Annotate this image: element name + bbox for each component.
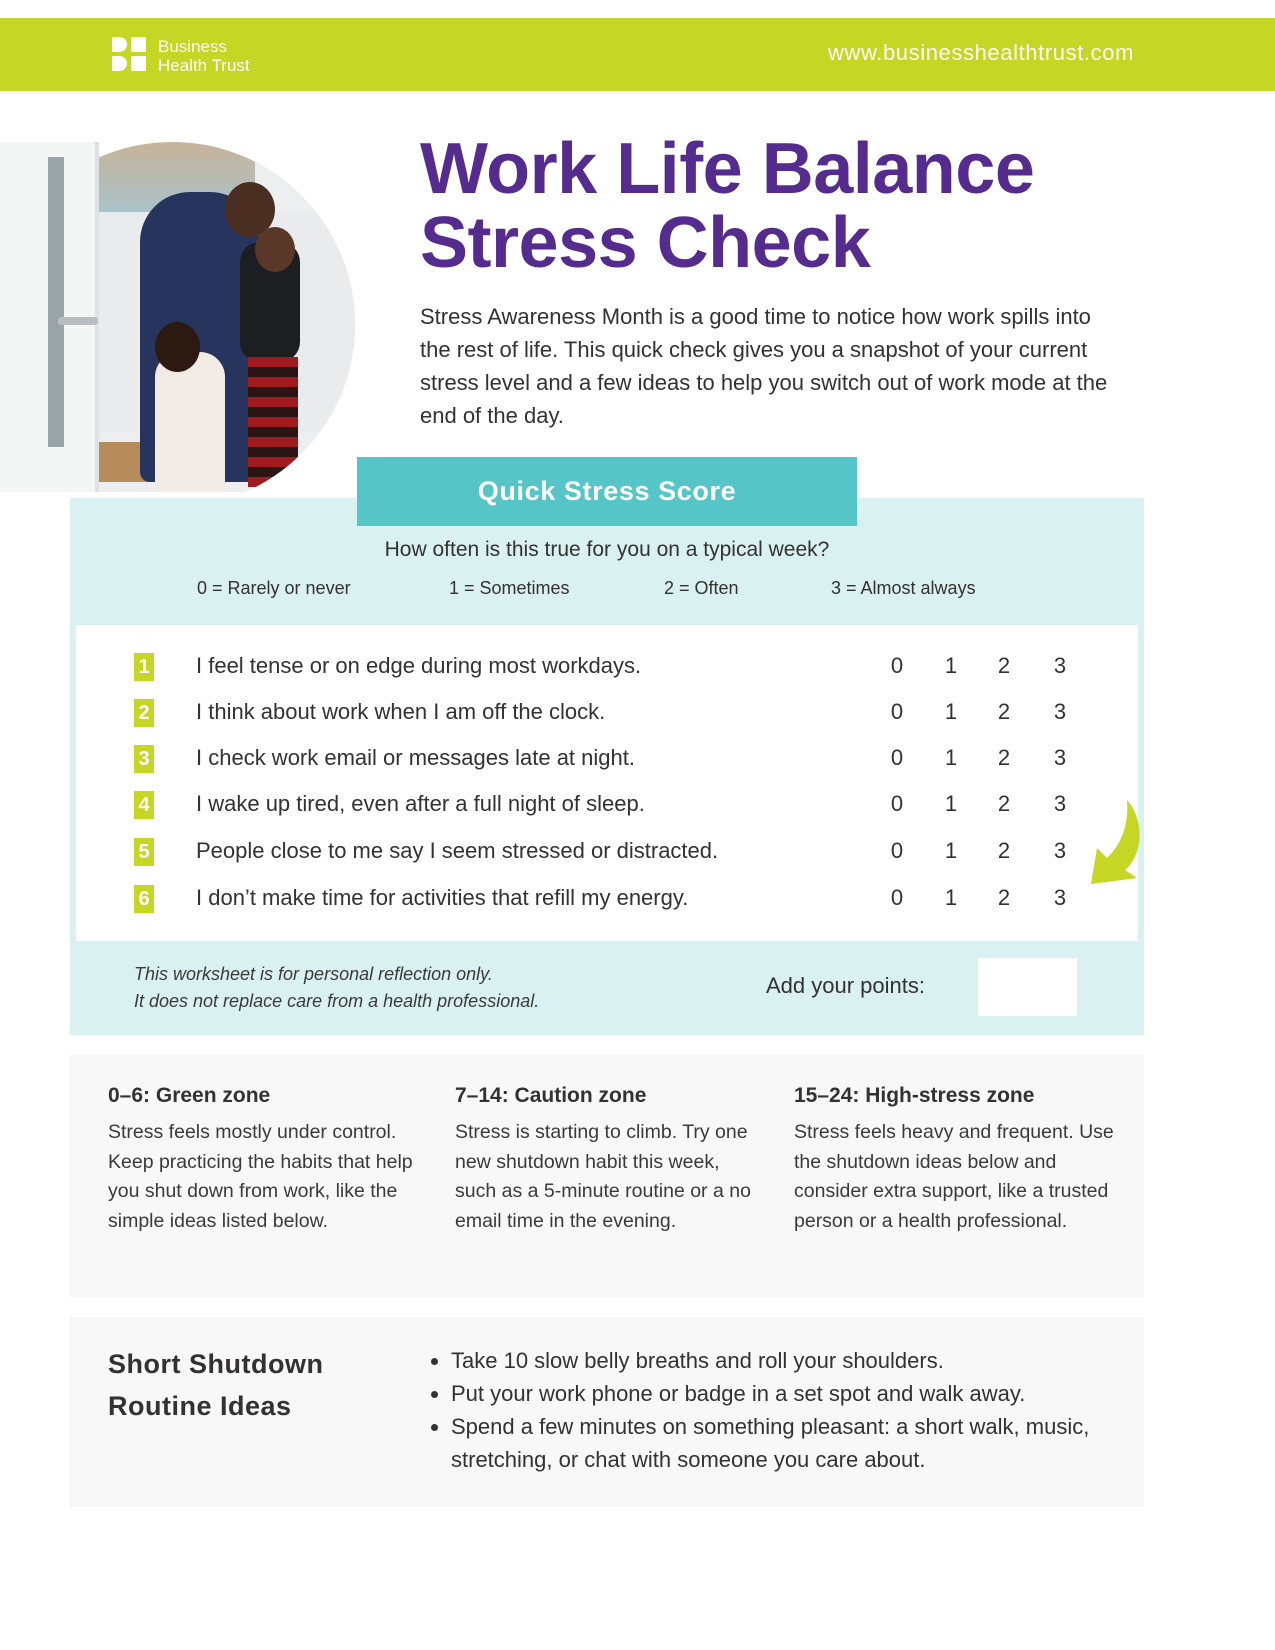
brand-name-line1: Business (158, 37, 227, 56)
item-statement: I don’t make time for activities that refill my energy. (196, 885, 689, 910)
scale-legend-1: 1 = Sometimes (449, 578, 570, 598)
shutdown-list (427, 1344, 1151, 1476)
stress-item-row (76, 879, 1138, 919)
item-number-badge: 4 (134, 791, 154, 819)
points-total-input[interactable] (978, 958, 1077, 1016)
zone-title: 0–6: Green zone (108, 1084, 271, 1107)
option-3[interactable]: 3 (1053, 838, 1067, 863)
brand-name-line2: Health Trust (158, 56, 250, 75)
stress-item-row (76, 785, 1138, 825)
option-1[interactable]: 1 (944, 791, 958, 816)
website-link[interactable]: www.businesshealthtrust.com (828, 40, 1134, 65)
option-3[interactable]: 3 (1053, 653, 1067, 678)
zone-title: 15–24: High-stress zone (794, 1084, 1035, 1107)
option-3[interactable]: 3 (1053, 791, 1067, 816)
option-0[interactable]: 0 (890, 791, 904, 816)
option-1[interactable]: 1 (944, 653, 958, 678)
stress-item-row (76, 832, 1138, 872)
item-statement: I think about work when I am off the clock. (196, 699, 606, 724)
brand-logo[interactable] (112, 37, 250, 75)
page-title (420, 129, 1035, 283)
scale-legend-3: 3 = Almost always (831, 578, 976, 598)
points-label: Add your points: (766, 973, 925, 998)
item-statement: I feel tense or on edge during most workdays. (196, 653, 642, 678)
page-title-line1: Work Life Balance (420, 129, 1035, 209)
quick-score-heading: Quick Stress Score (357, 457, 857, 526)
brand-name (158, 37, 250, 75)
page-title-line2: Stress Check (420, 203, 871, 283)
option-1[interactable]: 1 (944, 745, 958, 770)
item-number-badge: 5 (134, 838, 154, 866)
option-2[interactable]: 2 (997, 653, 1011, 678)
shutdown-item: • Spend a few minutes on something pleasant: a short walk, music, stretching, or chat with someone you care about. (451, 1410, 1151, 1476)
shutdown-title (108, 1343, 323, 1427)
curved-arrow-icon (1085, 800, 1140, 890)
item-number-badge: 1 (134, 653, 154, 681)
item-statement: People close to me say I seem stressed or distracted. (196, 838, 719, 863)
option-1[interactable]: 1 (944, 699, 958, 724)
hero-photo (0, 142, 360, 492)
disclaimer-line1: This worksheet is for personal reflection only. (134, 964, 493, 984)
option-1[interactable]: 1 (944, 838, 958, 863)
scale-legend-0: 0 = Rarely or never (197, 578, 351, 598)
zone-title: 7–14: Caution zone (455, 1084, 647, 1107)
stress-item-row (76, 739, 1138, 779)
option-1[interactable]: 1 (944, 885, 958, 910)
option-2[interactable]: 2 (997, 791, 1011, 816)
disclaimer-line2: It does not replace care from a health professional. (134, 991, 540, 1011)
scale-legend-2: 2 = Often (664, 578, 739, 598)
stress-items-table (76, 625, 1138, 941)
disclaimer (134, 961, 539, 1015)
zone-green (108, 1084, 428, 1236)
intro-paragraph: Stress Awareness Month is a good time to notice how work spills into the rest of life. This quick check gives you a snapshot of your current stress level and a few ideas to help you switch out of work mode at the end of the day. (420, 304, 1108, 428)
option-3[interactable]: 3 (1053, 885, 1067, 910)
stress-item-row (76, 647, 1138, 687)
zone-body: Stress is starting to climb. Try one new shutdown habit this week, such as a 5-minute routine or a no email time in the evening. (455, 1121, 751, 1232)
zone-body: Stress feels mostly under control. Keep practicing the habits that help you shut down from work, like the simple ideas listed below. (108, 1121, 413, 1232)
item-statement: I check work email or messages late at night. (196, 745, 635, 770)
option-0[interactable]: 0 (890, 745, 904, 770)
shutdown-title-line2: Routine Ideas (108, 1391, 292, 1421)
item-number-badge: 2 (134, 699, 154, 727)
option-3[interactable]: 3 (1053, 745, 1067, 770)
option-2[interactable]: 2 (997, 745, 1011, 770)
zone-high-stress (794, 1084, 1124, 1236)
item-statement: I wake up tired, even after a full night of sleep. (196, 791, 645, 816)
logo-mark-icon (112, 37, 146, 71)
shutdown-item: • Put your work phone or badge in a set spot and walk away. (451, 1377, 1151, 1410)
option-0[interactable]: 0 (890, 699, 904, 724)
item-number-badge: 3 (134, 745, 154, 773)
item-number-badge: 6 (134, 885, 154, 913)
quick-score-question: How often is this true for you on a typical week? (384, 538, 830, 561)
stress-item-row (76, 693, 1138, 733)
option-2[interactable]: 2 (997, 838, 1011, 863)
option-0[interactable]: 0 (890, 838, 904, 863)
option-0[interactable]: 0 (890, 653, 904, 678)
zone-body: Stress feels heavy and frequent. Use the shutdown ideas below and consider extra support, like a trusted person or a health professional. (794, 1121, 1114, 1232)
option-0[interactable]: 0 (890, 885, 904, 910)
shutdown-item: • Take 10 slow belly breaths and roll your shoulders. (451, 1344, 1151, 1377)
shutdown-title-line1: Short Shutdown (108, 1349, 324, 1379)
option-2[interactable]: 2 (997, 699, 1011, 724)
zone-caution (455, 1084, 760, 1236)
option-2[interactable]: 2 (997, 885, 1011, 910)
option-3[interactable]: 3 (1053, 699, 1067, 724)
